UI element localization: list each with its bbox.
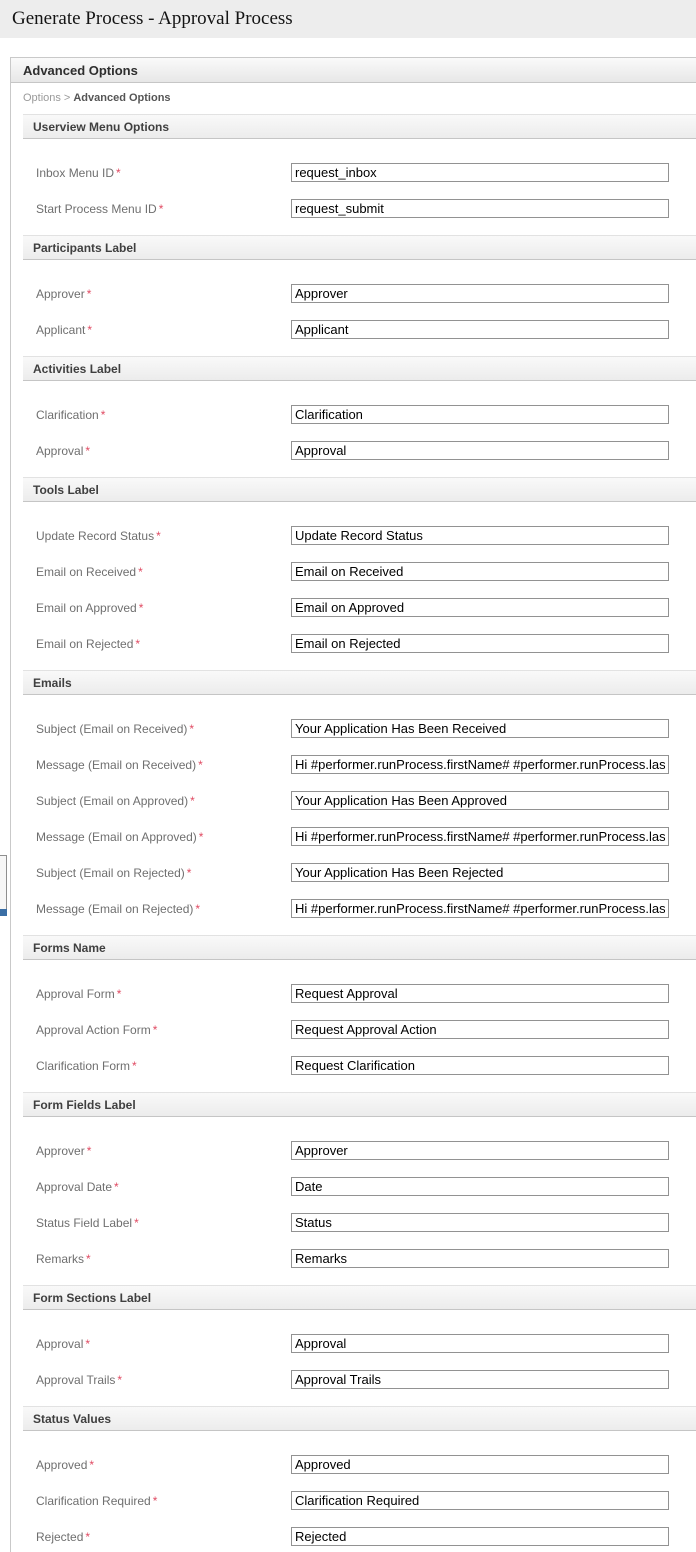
- field-label: [36, 323, 291, 337]
- section-rows: [23, 139, 696, 218]
- breadcrumb: [11, 83, 696, 114]
- field-label-text: Approved: [36, 1457, 88, 1472]
- field-label-text: Subject (Email on Rejected): [36, 865, 185, 880]
- form-field-row: [23, 405, 696, 424]
- section-header: Tools Label: [23, 477, 696, 502]
- form-field-row: [23, 284, 696, 303]
- text-input[interactable]: [291, 562, 669, 581]
- section-header: Userview Menu Options: [23, 114, 696, 139]
- field-label: [36, 444, 291, 458]
- field-label: [36, 902, 291, 916]
- field-label: [36, 1216, 291, 1230]
- text-input[interactable]: [291, 1213, 669, 1232]
- section-rows: [23, 502, 696, 653]
- section-rows: [23, 1431, 696, 1546]
- section-rows: [23, 260, 696, 339]
- text-input[interactable]: [291, 526, 669, 545]
- field-label: [36, 408, 291, 422]
- field-label: [36, 1373, 291, 1387]
- required-asterisk: *: [198, 829, 204, 844]
- required-asterisk: *: [86, 1143, 92, 1158]
- required-asterisk: *: [195, 901, 201, 916]
- field-label: [36, 987, 291, 1001]
- form-field-row: [23, 984, 696, 1003]
- field-label-text: Message (Email on Received): [36, 757, 197, 772]
- text-input[interactable]: [291, 405, 669, 424]
- form-section: [23, 114, 696, 218]
- text-input[interactable]: [291, 634, 669, 653]
- field-label-text: Remarks: [36, 1251, 85, 1266]
- required-asterisk: *: [100, 407, 106, 422]
- breadcrumb-current: Advanced Options: [73, 92, 171, 104]
- field-label: [36, 1494, 291, 1508]
- required-asterisk: *: [86, 1251, 91, 1266]
- required-asterisk: *: [85, 1336, 91, 1351]
- field-label: [36, 722, 291, 736]
- required-asterisk: *: [89, 1457, 95, 1472]
- required-asterisk: *: [156, 528, 161, 543]
- form-field-row: [23, 163, 696, 182]
- breadcrumb-options-link[interactable]: Options: [23, 92, 61, 104]
- advanced-options-panel: [10, 57, 696, 1552]
- form-field-row: [23, 562, 696, 581]
- field-label: [36, 830, 291, 844]
- required-asterisk: *: [116, 986, 122, 1001]
- required-asterisk: *: [135, 636, 141, 651]
- required-asterisk: *: [117, 1372, 123, 1387]
- required-asterisk: *: [86, 286, 92, 301]
- form-section: [23, 356, 696, 460]
- field-label: [36, 1252, 291, 1266]
- form-field-row: [23, 1056, 696, 1075]
- form-section: [23, 235, 696, 339]
- field-label: [36, 166, 291, 180]
- section-rows: [23, 1310, 696, 1389]
- text-input[interactable]: [291, 1455, 669, 1474]
- field-label-text: Inbox Menu ID: [36, 165, 115, 180]
- window-title-bar: [0, 0, 696, 38]
- section-header: Status Values: [23, 1406, 696, 1431]
- field-label-text: Clarification Form: [36, 1058, 131, 1073]
- field-label: [36, 758, 291, 772]
- text-input[interactable]: [291, 284, 669, 303]
- field-label: [36, 1059, 291, 1073]
- form-field-row: [23, 1213, 696, 1232]
- text-input[interactable]: [291, 719, 669, 738]
- form-field-row: [23, 634, 696, 653]
- breadcrumb-separator: >: [63, 92, 71, 104]
- field-label-text: Message (Email on Rejected): [36, 901, 194, 916]
- text-input[interactable]: [291, 1141, 669, 1160]
- required-asterisk: *: [152, 1022, 158, 1037]
- text-input[interactable]: [291, 827, 669, 846]
- form-field-row: [23, 863, 696, 882]
- form-field-row: [23, 1141, 696, 1160]
- field-label-text: Status Field Label: [36, 1215, 133, 1230]
- form-field-row: [23, 1527, 696, 1546]
- field-label: [36, 1458, 291, 1472]
- form-section: [23, 1092, 696, 1268]
- form-field-row: [23, 899, 696, 918]
- form-field-row: [23, 320, 696, 339]
- blue-handle-icon: [0, 909, 7, 916]
- field-label-text: Approver: [36, 1143, 85, 1158]
- field-label: [36, 529, 291, 543]
- text-input[interactable]: [291, 1020, 669, 1039]
- required-asterisk: *: [189, 721, 195, 736]
- required-asterisk: *: [186, 865, 192, 880]
- form-section: [23, 1406, 696, 1546]
- text-input[interactable]: [291, 1527, 669, 1546]
- section-rows: [23, 695, 696, 918]
- section-header: Activities Label: [23, 356, 696, 381]
- form-body: [11, 114, 696, 1546]
- text-input[interactable]: [291, 1056, 669, 1075]
- text-input[interactable]: [291, 791, 669, 810]
- text-input[interactable]: [291, 1334, 669, 1353]
- form-field-row: [23, 526, 696, 545]
- text-input[interactable]: [291, 199, 669, 218]
- form-field-row: [23, 1455, 696, 1474]
- field-label-text: Subject (Email on Approved): [36, 793, 189, 808]
- field-label-text: Approval Form: [36, 986, 115, 1001]
- field-label-text: Update Record Status: [36, 528, 155, 543]
- field-label-text: Email on Received: [36, 564, 137, 579]
- required-asterisk: *: [138, 564, 143, 579]
- text-input[interactable]: [291, 863, 669, 882]
- section-rows: [23, 381, 696, 460]
- form-field-row: [23, 1334, 696, 1353]
- field-label: [36, 565, 291, 579]
- field-label-text: Clarification: [36, 407, 99, 422]
- required-asterisk: *: [132, 1058, 137, 1073]
- text-input[interactable]: [291, 1177, 669, 1196]
- panel-header: Advanced Options: [11, 58, 696, 83]
- required-asterisk: *: [158, 201, 164, 216]
- form-section: [23, 1285, 696, 1389]
- field-label-text: Email on Rejected: [36, 636, 134, 651]
- form-field-row: [23, 1249, 696, 1268]
- text-input[interactable]: [291, 441, 669, 460]
- required-asterisk: *: [138, 600, 144, 615]
- form-field-row: [23, 791, 696, 810]
- field-label: [36, 1180, 291, 1194]
- form-field-row: [23, 1370, 696, 1389]
- field-label-text: Subject (Email on Received): [36, 721, 188, 736]
- field-label-text: Clarification Required: [36, 1493, 151, 1508]
- form-field-row: [23, 1177, 696, 1196]
- text-input[interactable]: [291, 320, 669, 339]
- field-label: [36, 601, 291, 615]
- field-label: [36, 1144, 291, 1158]
- field-label: [36, 1530, 291, 1544]
- form-field-row: [23, 755, 696, 774]
- field-label-text: Approval: [36, 1336, 84, 1351]
- field-label-text: Approver: [36, 286, 85, 301]
- form-section: [23, 670, 696, 918]
- field-label-text: Applicant: [36, 322, 86, 337]
- field-label-text: Email on Approved: [36, 600, 137, 615]
- field-label-text: Message (Email on Approved): [36, 829, 197, 844]
- field-label-text: Approval Trails: [36, 1372, 116, 1387]
- text-input[interactable]: [291, 755, 669, 774]
- required-asterisk: *: [134, 1215, 139, 1230]
- required-asterisk: *: [190, 793, 195, 808]
- text-input[interactable]: [291, 163, 669, 182]
- required-asterisk: *: [116, 165, 121, 180]
- form-field-row: [23, 598, 696, 617]
- text-input[interactable]: [291, 984, 669, 1003]
- text-input[interactable]: [291, 1491, 669, 1510]
- field-label: [36, 866, 291, 880]
- field-label: [36, 287, 291, 301]
- text-input[interactable]: [291, 1249, 669, 1268]
- form-section: [23, 935, 696, 1075]
- field-label-text: Start Process Menu ID: [36, 201, 157, 216]
- field-label: [36, 1023, 291, 1037]
- section-header: Forms Name: [23, 935, 696, 960]
- text-input[interactable]: [291, 899, 669, 918]
- field-label: [36, 1337, 291, 1351]
- section-rows: [23, 1117, 696, 1268]
- field-label-text: Approval: [36, 443, 84, 458]
- form-section: [23, 477, 696, 653]
- text-input[interactable]: [291, 1370, 669, 1389]
- section-header: Form Sections Label: [23, 1285, 696, 1310]
- page-title: Generate Process - Approval Process: [12, 8, 293, 29]
- section-header: Participants Label: [23, 235, 696, 260]
- form-field-row: [23, 1491, 696, 1510]
- partial-floating-panel: [0, 855, 7, 916]
- text-input[interactable]: [291, 598, 669, 617]
- form-field-row: [23, 827, 696, 846]
- field-label: [36, 202, 291, 216]
- field-label-text: Approval Date: [36, 1179, 113, 1194]
- section-rows: [23, 960, 696, 1075]
- required-asterisk: *: [198, 757, 203, 772]
- section-header: Form Fields Label: [23, 1092, 696, 1117]
- field-label-text: Approval Action Form: [36, 1022, 151, 1037]
- form-field-row: [23, 441, 696, 460]
- required-asterisk: *: [114, 1179, 119, 1194]
- form-field-row: [23, 1020, 696, 1039]
- required-asterisk: *: [87, 322, 93, 337]
- required-asterisk: *: [152, 1493, 158, 1508]
- form-field-row: [23, 719, 696, 738]
- field-label: [36, 637, 291, 651]
- form-field-row: [23, 199, 696, 218]
- section-header: Emails: [23, 670, 696, 695]
- field-label-text: Rejected: [36, 1529, 84, 1544]
- field-label: [36, 794, 291, 808]
- required-asterisk: *: [85, 443, 91, 458]
- required-asterisk: *: [85, 1529, 91, 1544]
